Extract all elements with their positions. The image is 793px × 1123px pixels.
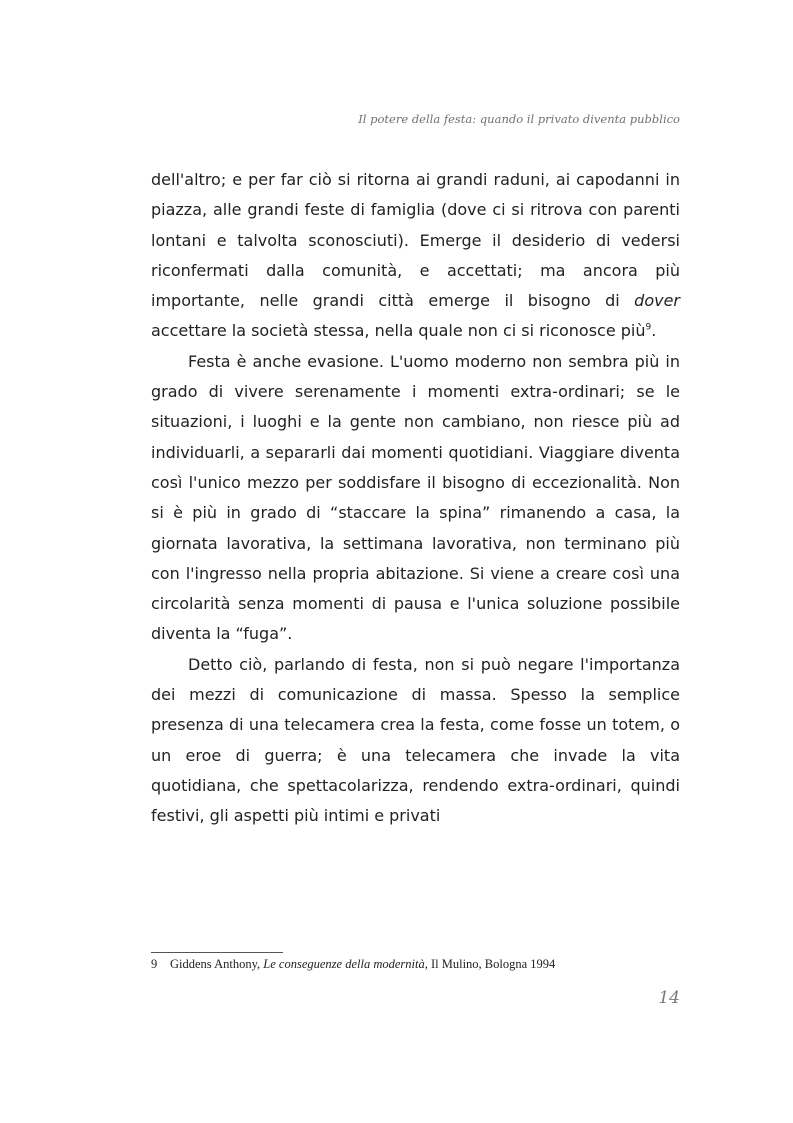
footnote-publisher: Il Mulino, Bologna 1994	[427, 957, 556, 971]
paragraph-1-text-continued: accettare la società stessa, nella quale non ci si riconosce più	[151, 321, 646, 341]
body-text	[151, 165, 680, 832]
footnote-number: 9	[151, 957, 158, 971]
footnote-title: Le conseguenze della modernità,	[263, 957, 428, 971]
paragraph-1	[151, 165, 680, 347]
page-number: 14	[658, 988, 680, 1008]
paragraph-1-text: dell'altro; e per far ciò si ritorna ai grandi raduni, ai capodanni in piazza, alle grandi feste di famiglia (dove ci si ritrova con parenti lontani e talvolta sconosciuti). Emerge il desiderio di vedersi riconfermati dalla comunità, e accettati; ma ancora più importante, nelle grandi città emerge il bisogno di	[151, 170, 680, 311]
paragraph-2: Festa è anche evasione. L'uomo moderno non sembra più in grado di vivere serenamente i momenti extra-ordinari; se le situazioni, i luoghi e la gente non cambiano, non riesce più ad individuarli, a separarli dai momenti quotidiani. Viaggiare diventa così l'unico mezzo per soddisfare il bisogno di eccezionalità. Non si è più in grado di “staccare la spina” rimanendo a casa, la giornata lavorativa, la settimana lavorativa, non terminano più con l'ingresso nella propria abitazione. Si viene a creare così una circolarità senza momenti di pausa e l'unica soluzione possibile diventa la “fuga”.	[151, 351, 680, 644]
running-header: Il potere della festa: quando il privato diventa pubblico	[358, 112, 680, 126]
emphasized-word: dover	[634, 291, 680, 311]
footnote-divider	[151, 952, 283, 953]
paragraph-3: Detto ciò, parlando di festa, non si può negare l'importanza dei mezzi di comunicazione di massa. Spesso la semplice presenza di una telecamera crea la festa, come fosse un totem, o un eroe di guerra; è una telecamera che invade la vita quotidiana, che spettacolarizza, rendendo extra-ordinari, quindi festivi, gli aspetti più intimi e privati	[151, 654, 680, 826]
footnote-reference[interactable]: 9	[645, 323, 652, 334]
paragraph-1-end: .	[651, 321, 657, 341]
footnote	[151, 957, 680, 972]
footnote-author: Giddens Anthony,	[170, 957, 264, 971]
